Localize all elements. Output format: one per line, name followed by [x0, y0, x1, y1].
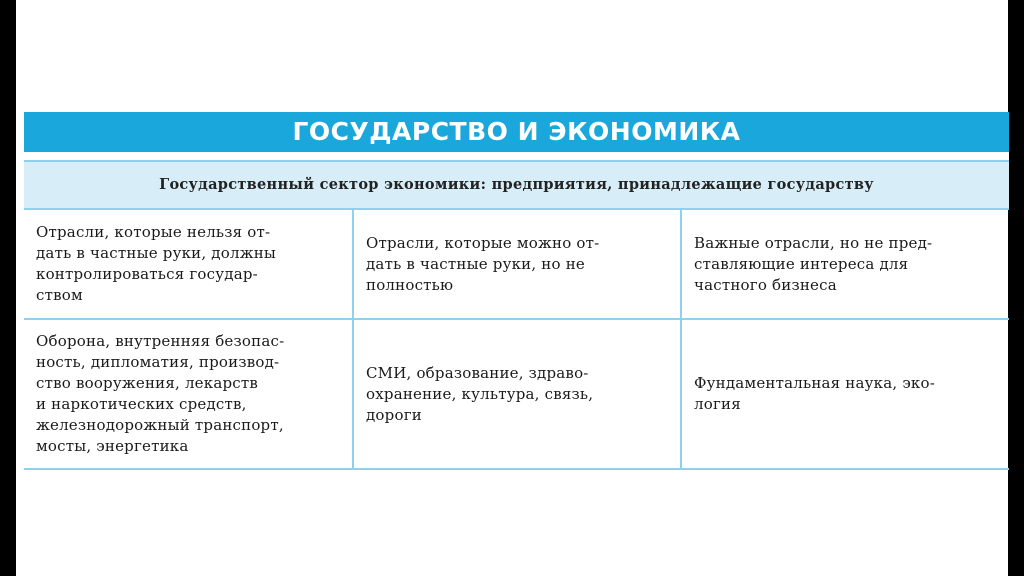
header-cell-2: [352, 210, 680, 318]
content-text-2: СМИ, образование, здраво- охранение, культура, связь, дороги: [366, 363, 594, 424]
content-cell-1: [24, 318, 352, 468]
slide: [16, 0, 1008, 576]
content-text-1: Оборона, внутренняя безопас- ность, дипломатия, производ- ство вооружения, лекарств и наркотических средств, железнодорожный транспорт, мосты, энергетика: [36, 332, 285, 455]
content-text-3: Фундаментальная наука, эко- логия: [694, 374, 935, 413]
header-text-2: Отрасли, которые можно от- дать в частные руки, но не полностью: [366, 233, 600, 294]
header-cell-1: [24, 210, 352, 318]
content-cell-2: [352, 318, 680, 468]
economy-table: [24, 112, 1009, 470]
table-grid: [24, 210, 1009, 470]
content-cell-3: [680, 318, 1009, 468]
header-text-1: Отрасли, которые нельзя от- дать в частные руки, должны контролироваться государ- ством: [36, 223, 277, 304]
header-text-3: Важные отрасли, но не пред- ставляющие интереса для частного бизнеса: [694, 233, 933, 294]
table-title: ГОСУДАРСТВО И ЭКОНОМИКА: [24, 112, 1009, 152]
table-subtitle: Государственный сектор экономики: предприятия, принадлежащие государству: [24, 160, 1009, 210]
title-spacer: [24, 152, 1009, 160]
header-cell-3: [680, 210, 1009, 318]
